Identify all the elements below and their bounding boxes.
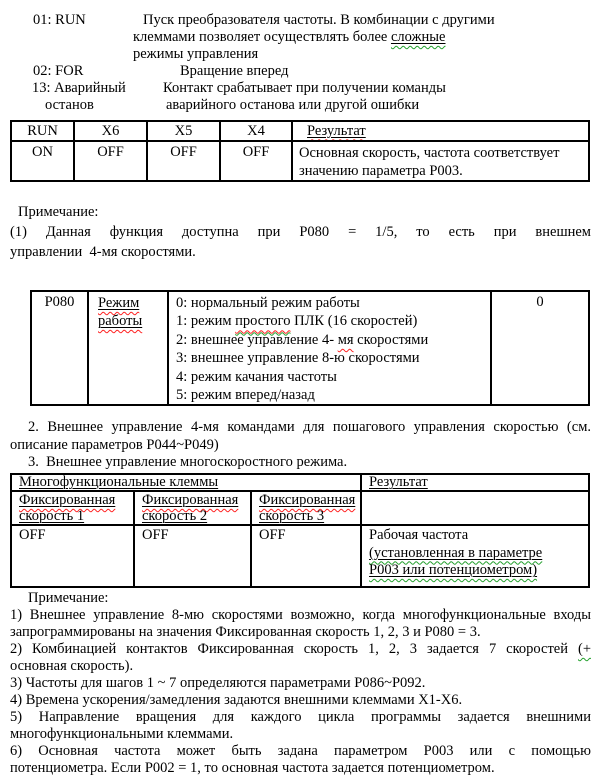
grammar-marked-word: сложные [390, 29, 446, 45]
bottom-note-1-line2: запрограммированы на значения Фиксированная скорость 1, 2, 3 и P080 = 3. [10, 624, 481, 640]
bottom-note-5-line2: многофункциональными клеммами. [10, 726, 234, 742]
fixed-speed-1-line2 [19, 508, 133, 524]
terminal-function-list [0, 0, 603, 118]
multi-table-header-row [11, 474, 589, 491]
result-line1: Основная скорость, частота соответствует [299, 145, 560, 161]
run-description-line3: режимы управления [133, 46, 259, 62]
underlined-word [19, 508, 84, 524]
param-options-cell [168, 291, 491, 405]
run-description-line2-text: клеммами позволяет осуществлять более [133, 29, 391, 45]
estop-description-line2: аварийного останова или другой ошибки [166, 97, 420, 113]
option-0: 0: нормальный режим работы [176, 295, 360, 311]
param-code-cell: P080 [31, 291, 88, 405]
multi-result-line1: Рабочая частота [369, 527, 469, 543]
mid-note-3: 3. Внешнее управление многоскоростного режима. [28, 454, 348, 470]
option-2-text-end: скоростями [353, 331, 429, 348]
spell-marked-word: Фиксированная [259, 492, 356, 508]
spell-marked-word: Фиксированная [142, 492, 239, 508]
mid-note-2-line1: 2. Внешнее управление 4-мя командами для пошагового управления скоростью (см. [28, 419, 591, 435]
fixed-speed-3-cell [251, 491, 361, 525]
fixed-speed-1-line1 [19, 492, 133, 508]
value-cell-x4: OFF [220, 141, 292, 181]
function-code-estop-line2: останов [45, 97, 94, 113]
p080-parameter-table [30, 290, 590, 406]
note1-title: Примечание: [18, 204, 99, 220]
header-cell-run: RUN [11, 121, 74, 141]
bottom-note-2-line2: основная скорость). [10, 658, 134, 674]
fixed-speed-2-line1 [142, 492, 250, 508]
option-1 [176, 312, 490, 330]
value-cell-2: OFF [134, 525, 251, 587]
mid-note-2-line2: описание параметров P044~P049) [10, 436, 219, 453]
bottom-note-5-line1: 5) Направление вращения для каждого цикла программы задается внешними [10, 709, 591, 725]
spell-marked-header: Результат [369, 474, 428, 490]
fixed-speed-3-line1 [259, 492, 360, 508]
underlined-word [98, 313, 142, 329]
note-block-1 [10, 202, 591, 262]
spell-marked-word: скорость 1 [19, 508, 85, 524]
underlined-word [259, 492, 355, 508]
fixed-speed-2-cell [134, 491, 251, 525]
run-description-line2 [133, 29, 446, 46]
bottom-notes-title: Примечание: [28, 590, 109, 606]
spell-marked-word: мя [337, 331, 354, 348]
header-cell-result [292, 121, 589, 141]
underlined-header [369, 474, 428, 490]
underlined-header [19, 474, 218, 490]
option-2 [176, 331, 490, 349]
result-header-cell [361, 474, 589, 491]
note1-line1: (1) Данная функция доступна при P080 = 1/5, то есть при внешнем [10, 224, 591, 240]
multi-table-value-row [11, 525, 589, 587]
p080-row [31, 291, 589, 405]
spell-marked-word: скорость 3 [259, 508, 325, 524]
multi-result-line2 [369, 545, 588, 563]
value-cell-3: OFF [251, 525, 361, 587]
function-code-run: 01: RUN [33, 12, 86, 28]
value-cell-1: OFF [11, 525, 134, 587]
io-state-table-row [11, 141, 589, 181]
bottom-note-6-line2: потенциометра. Если P002 = 1, то основная частота задается потенциометром. [10, 760, 495, 775]
underlined-header [307, 123, 366, 139]
bottom-note-6-line1: 6) Основная частота может быть задана параметром P003 или с помощью [10, 743, 591, 759]
option-4: 4: режим качания частоты [176, 368, 337, 385]
underlined-text [369, 562, 537, 578]
header-cell-x4: X4 [220, 121, 292, 141]
bottom-note-2-line1 [10, 641, 591, 658]
underlined-word [142, 508, 207, 524]
empty-result-cell [361, 491, 589, 525]
run-description-line1: Пуск преобразователя частоты. В комбинации с другими [143, 12, 495, 28]
underlined-word [98, 295, 139, 311]
bottom-notes-block [10, 590, 591, 775]
spell-marked-header: Многофункциональные клеммы [19, 474, 219, 490]
header-cell-x5: X5 [147, 121, 220, 141]
spell-marked-word: Режим [98, 295, 140, 311]
option-5: 5: режим вперед/назад [176, 387, 315, 404]
for-description: Вращение вперед [180, 63, 289, 79]
grammar-marked-text: (установленная в параметре [369, 544, 543, 561]
function-code-for: 02: FOR [33, 63, 84, 79]
spell-marked-word: работы [98, 313, 143, 329]
spell-marked-header: Результат [307, 122, 366, 139]
option-2-text: 2: внешнее управление 4- [176, 331, 338, 348]
result-cell [292, 141, 589, 181]
multi-table-subheader-row [11, 491, 589, 525]
fixed-speed-1-cell [11, 491, 134, 525]
multi-result-line3 [369, 562, 588, 580]
grammar-marked-text: (+ [577, 641, 591, 657]
bottom-note-1-line1: 1) Внешнее управление 8-мю скоростями возможно, когда многофункциональные входы [10, 607, 591, 623]
underlined-word [19, 492, 115, 508]
multi-result-cell [361, 525, 589, 587]
param-name-line1 [98, 294, 167, 312]
bottom-note-3: 3) Частоты для шагов 1 ~ 7 определяются параметрами P086~P092. [10, 675, 426, 691]
value-cell-x5: OFF [147, 141, 220, 181]
estop-description-line1: Контакт срабатывает при получении команды [163, 80, 446, 96]
multi-speed-table [10, 473, 590, 588]
result-line2: значению параметра P003. [299, 163, 463, 179]
value-cell-run: ON [11, 141, 74, 181]
option-1-text-end: ПЛК (16 скоростей) [290, 313, 418, 330]
option-3: 3: внешнее управление 8-ю скоростями [176, 350, 420, 367]
header-cell-x6: X6 [74, 121, 147, 141]
param-name-line2 [98, 312, 167, 330]
grammar-marked-text: P003 или потенциометром) [369, 562, 538, 578]
spell-marked-word: скорость 2 [142, 508, 208, 524]
bottom-note-2-text: 2) Комбинацией контактов Фиксированная скорость 1, 2, 3 задается 7 скоростей [10, 641, 578, 657]
spell-marked-word: простого [235, 313, 291, 330]
option-1-text: 1: режим [176, 313, 236, 330]
value-cell-x6: OFF [74, 141, 147, 181]
default-value-cell: 0 [491, 291, 589, 405]
io-state-table [10, 120, 590, 182]
param-name-cell [88, 291, 168, 405]
note1-line2: управлении 4-мя скоростями. [10, 244, 196, 260]
grammar-marked-word [235, 313, 290, 329]
underlined-word [391, 29, 446, 45]
function-code-estop: 13: Аварийный [32, 80, 126, 96]
fixed-speed-2-line2 [142, 508, 250, 524]
underlined-word [259, 508, 324, 524]
underlined-word [142, 492, 238, 508]
bottom-note-4: 4) Времена ускорения/замедления задаются внешними клеммами X1-X6. [10, 692, 463, 708]
terminals-header-cell [11, 474, 361, 491]
fixed-speed-3-line2 [259, 508, 360, 524]
io-state-table-header-row [11, 121, 589, 141]
underlined-text [369, 545, 542, 561]
spell-marked-word: Фиксированная [19, 492, 116, 508]
mid-notes-block [10, 419, 591, 472]
